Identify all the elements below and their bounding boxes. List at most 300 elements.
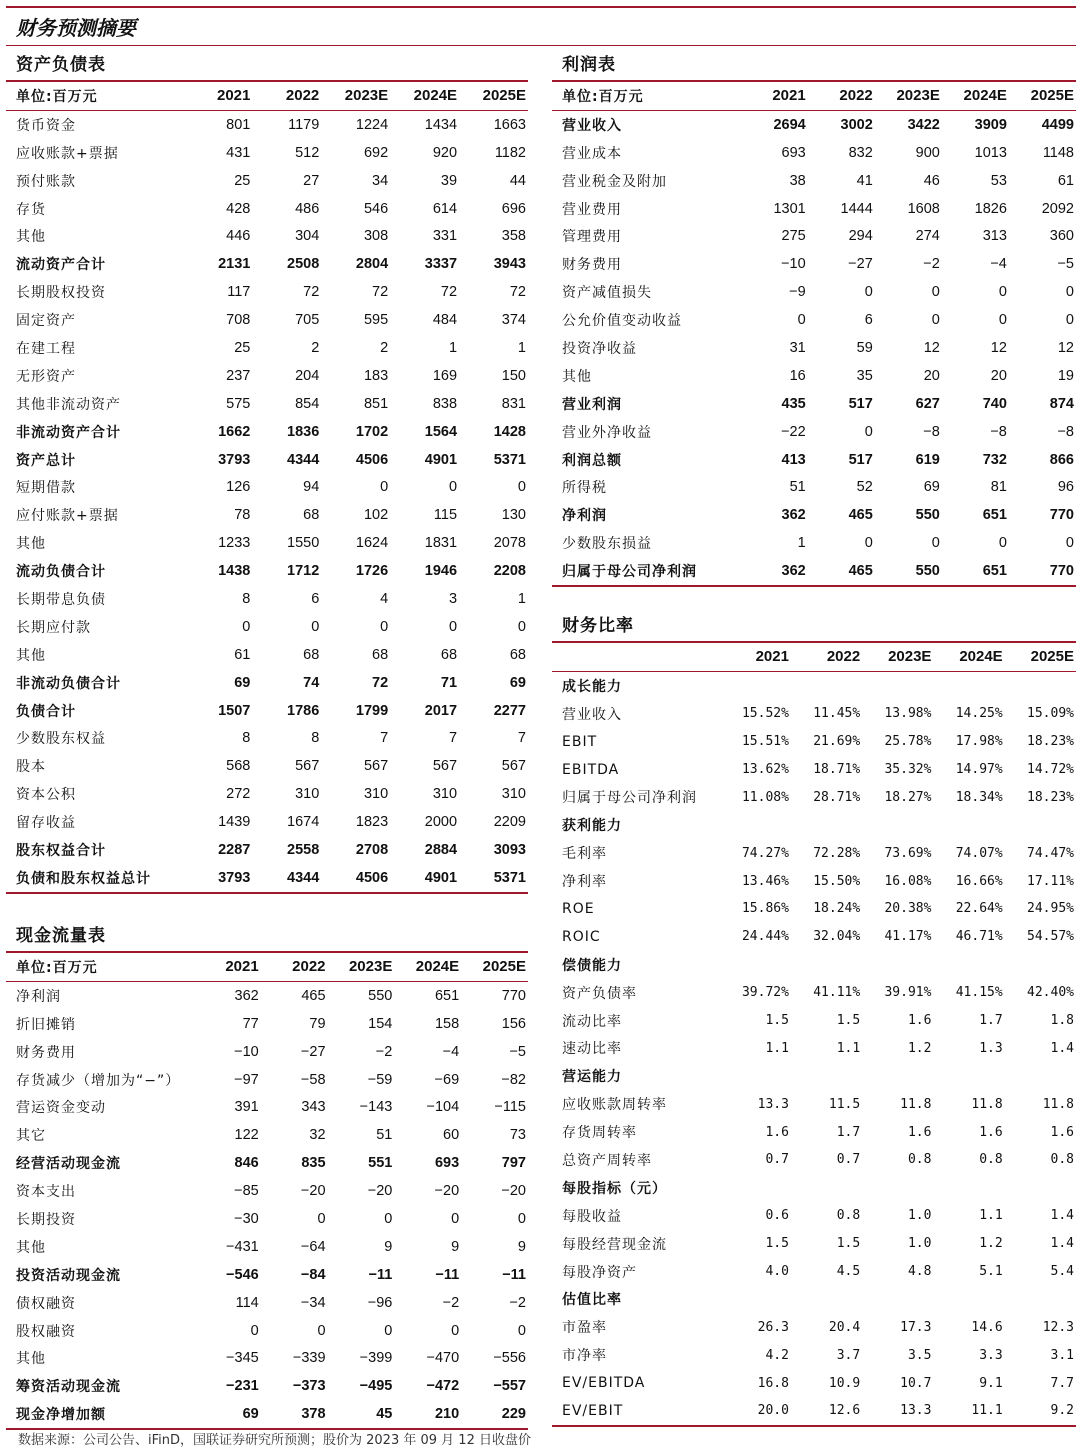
table-row [552, 923, 1076, 951]
cell-value: 74.07% [955, 845, 1003, 861]
cell-value: 13.3 [757, 1096, 789, 1112]
cell-value: 1.0 [907, 1236, 932, 1252]
cell-value: 0.8 [979, 1152, 1003, 1168]
cell-value: 18.23% [1027, 734, 1074, 750]
cell-value: 517 [848, 451, 873, 468]
cell-value: 2708 [355, 841, 389, 858]
cell-value: 1550 [287, 535, 320, 552]
table-row [552, 979, 1076, 1007]
cell-value: 693 [781, 144, 806, 161]
cell-value: 2078 [493, 535, 526, 552]
table-row [6, 1317, 528, 1345]
cell-value: 2508 [287, 256, 320, 273]
row-label: 每股净资产 [562, 1264, 637, 1281]
cell-value: 874 [1049, 395, 1074, 412]
year-header: 2022 [261, 952, 328, 981]
cell-value: 0 [864, 423, 873, 440]
table-row [6, 306, 528, 334]
cell-value: 517 [848, 395, 873, 412]
table-row [6, 864, 528, 892]
cell-value: 551 [368, 1155, 393, 1172]
cell-value: 7 [448, 730, 458, 747]
table-row [552, 1118, 1076, 1146]
cell-value: 1.1 [765, 1040, 789, 1056]
cell-value: 0 [317, 1322, 326, 1339]
table-header-row [552, 642, 1076, 671]
table-row [552, 529, 1076, 557]
unit-header: 单位:百万元 [6, 81, 183, 110]
table-row [6, 1149, 528, 1177]
cell-value: 2208 [493, 563, 526, 580]
table-bottom-rule [6, 892, 528, 894]
cell-value: 550 [915, 563, 940, 580]
cell-value: −58 [300, 1071, 326, 1088]
cell-value: 435 [781, 395, 806, 412]
cell-value: 2804 [355, 256, 389, 273]
cell-value: 1439 [218, 814, 251, 831]
cell-value: 12 [990, 339, 1007, 356]
cell-value: −8 [1057, 423, 1074, 440]
row-label: 偿债能力 [562, 957, 622, 974]
cell-value: 4499 [1041, 116, 1074, 133]
row-label: 应收账款+票据 [16, 145, 119, 162]
cell-value: −82 [501, 1071, 526, 1088]
table-row [6, 1233, 528, 1261]
cell-value: 4901 [424, 451, 458, 468]
table-row [552, 362, 1076, 390]
cell-value: −399 [359, 1350, 393, 1367]
cell-value: 1179 [288, 116, 320, 133]
cell-value: 1.2 [907, 1040, 932, 1056]
table-row [6, 1121, 528, 1149]
row-label: 每股经营现金流 [562, 1236, 667, 1253]
cell-value: −84 [300, 1266, 326, 1283]
cell-value [862, 1062, 933, 1090]
cell-value: 1712 [287, 563, 320, 580]
row-label: 长期应付款 [16, 619, 91, 636]
cell-value: 126 [226, 479, 251, 496]
row-label: 营业成本 [562, 145, 622, 162]
table-row [6, 446, 528, 474]
cell-value: 41.15% [955, 985, 1003, 1001]
cell-value: 0 [380, 479, 389, 496]
cell-value: 2694 [773, 116, 806, 133]
cell-value: 693 [434, 1155, 460, 1172]
cell-value: −8 [923, 423, 940, 440]
cell-value: 1507 [218, 702, 251, 719]
cell-value: −546 [226, 1266, 259, 1283]
table-row [552, 895, 1076, 923]
row-label: 营业收入 [562, 117, 622, 134]
cell-value: −4 [990, 256, 1007, 273]
row-label: 筹资活动现金流 [16, 1379, 121, 1396]
table-row [6, 1372, 528, 1400]
cell-value: −470 [426, 1350, 460, 1367]
cell-value: 46 [923, 172, 940, 189]
row-label: 股权融资 [16, 1323, 76, 1340]
cell-value: 3.3 [979, 1347, 1003, 1363]
cell-value: 1.6 [765, 1124, 789, 1140]
cell-value: 274 [915, 228, 940, 245]
cell-value [791, 811, 862, 839]
cell-value: 13.46% [741, 873, 789, 889]
row-label: 其他 [16, 1239, 46, 1256]
cell-value: 3793 [218, 451, 251, 468]
top-rule [6, 6, 1076, 8]
cell-value: 0 [448, 479, 458, 496]
cell-value: 1.7 [836, 1124, 861, 1140]
cell-value: 0 [384, 1210, 393, 1227]
cell-value: 25.78% [884, 734, 932, 750]
cell-value: 275 [781, 228, 806, 245]
row-label: 资产减值损失 [562, 285, 652, 302]
unit-header: 单位:百万元 [552, 81, 741, 110]
table-row [6, 418, 528, 446]
cell-value [791, 1062, 862, 1090]
cell-value: 1233 [218, 535, 251, 552]
cell-value: 4.0 [765, 1264, 789, 1280]
cell-value: 512 [295, 144, 320, 161]
year-header: 2022 [791, 642, 862, 671]
cell-value: 1182 [494, 144, 526, 161]
cell-value: −2 [923, 256, 940, 273]
cell-value: 1946 [424, 563, 458, 580]
cell-value: 72 [303, 284, 320, 301]
table-header-row [6, 952, 528, 981]
table-row [552, 700, 1076, 728]
cell-value: 17.11% [1027, 873, 1074, 889]
cell-value: 78 [234, 507, 251, 524]
cell-value: 1301 [773, 200, 806, 217]
table-row [552, 811, 1076, 839]
cash-flow-table [6, 951, 528, 1428]
table-row [6, 334, 528, 362]
cell-value: −20 [434, 1183, 460, 1200]
cell-value: 8 [242, 730, 251, 747]
year-header: 2025E [461, 952, 528, 981]
year-header: 2023E [328, 952, 395, 981]
cell-value: 1.5 [765, 1236, 789, 1252]
table-row [552, 418, 1076, 446]
cell-value: 4344 [287, 451, 320, 468]
cell-value: 41.11% [813, 985, 861, 1001]
table-header-row [552, 81, 1076, 110]
cell-value: 920 [432, 144, 458, 161]
cell-value: 1608 [907, 200, 940, 217]
year-header: 2021 [194, 952, 261, 981]
cell-value: 18.71% [813, 762, 861, 777]
income-statement-section [552, 50, 1076, 587]
table-row [552, 139, 1076, 167]
cell-value: 68 [303, 507, 320, 524]
cell-value: 1823 [355, 814, 389, 831]
cell-value: 3422 [907, 116, 940, 133]
row-label: 长期股权投资 [16, 285, 106, 302]
cell-value: 17.3 [900, 1319, 932, 1335]
cell-value: 1564 [424, 423, 458, 440]
cell-value: 9 [517, 1238, 526, 1255]
cell-value [862, 1285, 933, 1313]
cell-value: 0 [250, 1322, 259, 1339]
table-row [552, 1369, 1076, 1397]
cell-value [862, 951, 933, 979]
row-label: 应付账款+票据 [16, 508, 119, 525]
cell-value: 2558 [287, 841, 320, 858]
cell-value: −59 [367, 1071, 393, 1088]
cell-value: 3.1 [1050, 1347, 1074, 1363]
year-header: 2021 [741, 81, 808, 110]
cell-value: 169 [432, 367, 458, 384]
table-row [552, 1174, 1076, 1202]
cell-value: 0 [931, 312, 940, 329]
cell-value: 68 [509, 646, 526, 663]
cell-value: 13.62% [741, 762, 789, 777]
year-header: 2025E [1005, 642, 1076, 671]
cell-value: 3.5 [907, 1347, 932, 1363]
row-label: 无形资产 [16, 368, 76, 385]
cell-value: 81 [990, 479, 1007, 496]
cell-value: 10.7 [900, 1375, 932, 1391]
row-label: 营运资金变动 [16, 1100, 106, 1117]
row-label: 少数股东权益 [16, 731, 106, 748]
cell-value: 391 [234, 1099, 259, 1116]
cell-value: 770 [1049, 563, 1074, 580]
cell-value [1005, 951, 1076, 979]
cell-value: 2277 [493, 702, 526, 719]
cell-value: −64 [300, 1238, 326, 1255]
table-row [6, 1093, 528, 1121]
table-row [552, 756, 1076, 784]
cell-value [1005, 811, 1076, 839]
cell-value: 25 [234, 339, 251, 356]
cell-value: 0 [1065, 312, 1074, 329]
cell-value: −2 [442, 1294, 460, 1311]
table-row [552, 783, 1076, 811]
cell-value: 39.72% [741, 985, 789, 1001]
table-row [552, 1202, 1076, 1230]
table-row [552, 728, 1076, 756]
row-label: 净利率 [562, 874, 607, 891]
row-label: 长期投资 [16, 1211, 76, 1228]
table-row [552, 195, 1076, 223]
cell-value: 567 [432, 758, 458, 775]
cell-value: 74 [303, 674, 320, 691]
section-title: 财务比率 [562, 616, 634, 636]
cell-value: 732 [982, 451, 1007, 468]
cell-value: 294 [848, 228, 873, 245]
row-label: 公允价值变动收益 [562, 313, 682, 330]
cell-value: 3002 [840, 116, 873, 133]
row-label: 归属于母公司净利润 [562, 790, 697, 807]
cell-value: 1 [448, 339, 458, 356]
cell-value [862, 1174, 933, 1202]
cell-value: 1428 [493, 423, 526, 440]
row-label: 投资净收益 [562, 340, 637, 357]
cell-value: 575 [226, 395, 251, 412]
row-label: 每股收益 [562, 1208, 622, 1225]
cell-value [720, 951, 791, 979]
cell-value: 308 [363, 228, 389, 245]
cell-value: 69 [242, 1406, 259, 1423]
table-row [6, 557, 528, 585]
cell-value: 310 [363, 786, 389, 803]
cell-value [862, 671, 933, 699]
cell-value: 1148 [1042, 144, 1074, 161]
row-label: ROIC [562, 928, 601, 945]
cell-value [791, 1174, 862, 1202]
row-label: 其他 [16, 1351, 46, 1368]
row-label: 每股指标（元） [562, 1180, 667, 1197]
cell-value: 2287 [218, 841, 251, 858]
cell-value: 568 [226, 758, 251, 775]
cell-value: 122 [234, 1127, 259, 1144]
row-label: 股东权益合计 [16, 842, 106, 859]
row-label: EV/EBITDA [562, 1375, 646, 1392]
cell-value: 1826 [974, 200, 1007, 217]
cell-value: 3793 [218, 869, 251, 886]
unit-header [552, 642, 720, 671]
cell-value: 272 [226, 786, 251, 803]
table-row [552, 334, 1076, 362]
cell-value: 0 [998, 284, 1007, 301]
cell-value: 0.6 [765, 1208, 789, 1224]
table-row [6, 222, 528, 250]
cell-value: 0 [517, 618, 526, 635]
cell-value: 310 [295, 786, 320, 803]
cell-value: 61 [234, 646, 251, 663]
cell-value: 7.7 [1050, 1375, 1074, 1391]
cell-value: 7 [380, 730, 389, 747]
cell-value: −20 [501, 1183, 526, 1200]
cell-value: 210 [434, 1406, 460, 1423]
cell-value: 4344 [287, 869, 320, 886]
row-label: 资本支出 [16, 1184, 76, 1201]
table-row [6, 250, 528, 278]
cell-value: 310 [501, 786, 526, 803]
cell-value: 313 [982, 228, 1007, 245]
cell-value: 15.86% [741, 901, 789, 917]
cell-value: 4 [380, 590, 389, 607]
year-header: 2022 [808, 81, 875, 110]
row-label: 利润总额 [562, 452, 622, 469]
cell-value: −11 [502, 1266, 526, 1283]
cell-value: 51 [789, 479, 806, 496]
cell-value: 465 [848, 507, 873, 524]
cell-value: 2131 [218, 256, 251, 273]
cell-value: −69 [434, 1071, 460, 1088]
cell-value: 52 [856, 479, 873, 496]
cell-value: 24.44% [741, 929, 789, 945]
cell-value: 0 [451, 1210, 460, 1227]
cell-value: 0 [998, 312, 1007, 329]
cell-value: 1786 [287, 702, 320, 719]
cell-value: 28.71% [813, 789, 861, 805]
table-row [6, 641, 528, 669]
cell-value: 72 [440, 284, 458, 301]
balance-sheet-section [6, 50, 528, 894]
row-label: 速动比率 [562, 1041, 622, 1058]
cell-value: 465 [848, 563, 873, 580]
cell-value: 1831 [424, 535, 458, 552]
table-row [6, 110, 528, 138]
cell-value: 546 [363, 200, 389, 217]
cell-value: 1224 [355, 116, 389, 133]
cell-value: 72 [372, 674, 389, 691]
table-row [6, 808, 528, 836]
table-row [552, 1230, 1076, 1258]
cell-value: 1702 [355, 423, 389, 440]
cell-value: −34 [300, 1294, 326, 1311]
cell-value: −2 [509, 1294, 526, 1311]
cell-value: 115 [433, 507, 458, 524]
row-label: 预付账款 [16, 173, 76, 190]
cell-value: 651 [434, 987, 460, 1004]
cell-value: 0 [384, 1322, 393, 1339]
cell-value: 1.5 [836, 1013, 861, 1029]
year-header: 2021 [720, 642, 791, 671]
table-row [552, 1341, 1076, 1369]
cell-value: 130 [501, 507, 526, 524]
cell-value: 204 [295, 367, 320, 384]
table-row [6, 1400, 528, 1428]
table-row [6, 752, 528, 780]
cell-value: 35.32% [884, 762, 932, 777]
cell-value: 44 [509, 172, 526, 189]
row-label: 管理费用 [562, 229, 622, 246]
cell-value: 0 [797, 312, 806, 329]
cell-value: 8 [242, 590, 251, 607]
cell-value: 374 [501, 312, 526, 329]
cell-value: 832 [848, 144, 873, 161]
cell-value: 14.97% [955, 762, 1003, 777]
cell-value: 53 [990, 172, 1007, 189]
table-row [552, 501, 1076, 529]
table-row [6, 390, 528, 418]
cell-value: 94 [303, 479, 320, 496]
cell-value: 42.40% [1027, 985, 1074, 1001]
row-label: 归属于母公司净利润 [562, 564, 697, 581]
cell-value: 7 [517, 730, 526, 747]
cell-value: 1.1 [836, 1040, 861, 1056]
cell-value: 0 [242, 618, 251, 635]
row-label: 营运能力 [562, 1069, 622, 1086]
cell-value: 21.69% [813, 734, 861, 750]
section-title: 资产负债表 [16, 55, 106, 75]
cell-value: 484 [432, 312, 458, 329]
cell-value: 9 [451, 1238, 460, 1255]
row-label: 其他 [16, 647, 46, 664]
cell-value [1005, 671, 1076, 699]
cell-value: 465 [301, 987, 326, 1004]
table-row [6, 836, 528, 864]
cell-value: 59 [856, 339, 873, 356]
cell-value: 708 [226, 312, 251, 329]
table-row [552, 390, 1076, 418]
cell-value: 15.09% [1027, 706, 1074, 722]
cell-value: 831 [501, 395, 526, 412]
cell-value: 18.23% [1027, 789, 1074, 805]
cell-value: 486 [295, 200, 320, 217]
cell-value: 45 [376, 1406, 393, 1423]
cell-value: 0 [1065, 535, 1074, 552]
table-row [6, 195, 528, 223]
row-label: 非流动负债合计 [16, 675, 121, 692]
cell-value: 1.4 [1050, 1236, 1074, 1252]
cell-value: 6 [311, 590, 320, 607]
row-label: 其它 [16, 1128, 46, 1145]
table-row [552, 222, 1076, 250]
cell-value: 1438 [218, 563, 251, 580]
